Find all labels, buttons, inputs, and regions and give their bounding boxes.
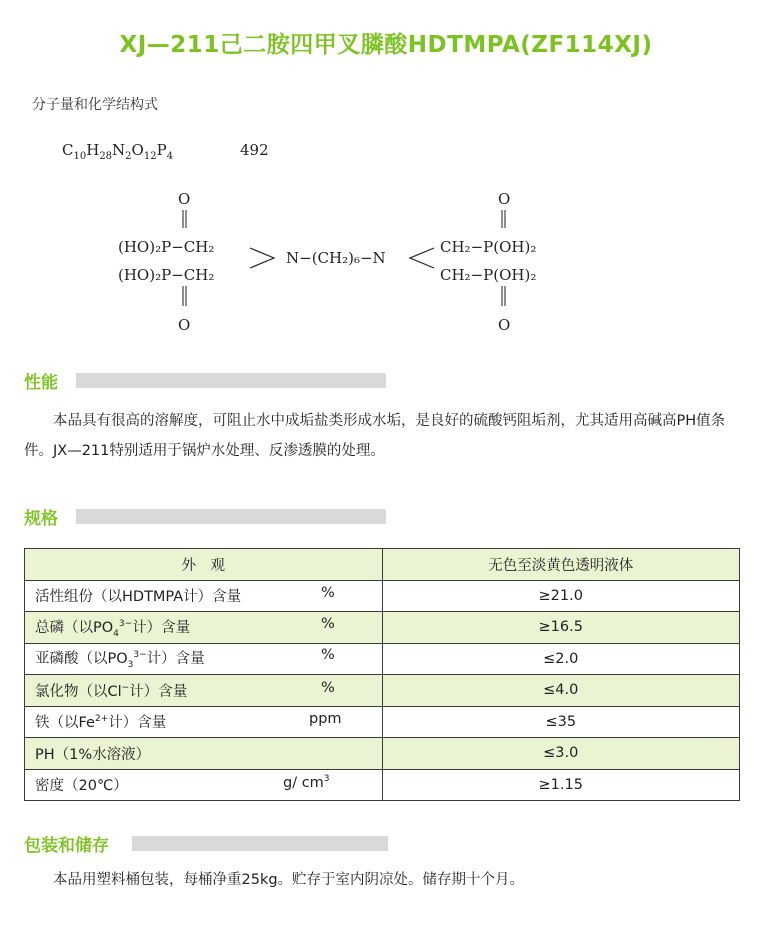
spec-value: ≥16.5 [382,612,739,644]
right-bottom-group: CH₂−P(OH)₂ [440,266,537,284]
spec-value: ≥1.15 [382,769,739,801]
section-divider [76,509,386,524]
performance-text: 本品具有很高的溶解度，可阻止水中成垢盐类形成水垢，是良好的硫酸钙阻垢剂，尤其适用高碱高PH值条件。JX—211特别适用于锅炉水处理、反渗透膜的处理。 [24,413,726,459]
spec-item: 活性组份（以HDTMPA计）含量 % [25,580,383,612]
spec-item: 氯化物（以Cl−计）含量 % [25,675,383,707]
section-heading-packaging: 包装和储存 [24,836,109,856]
page-title: XJ—211己二胺四甲叉膦酸HDTMPA(ZF114XJ) [119,32,653,58]
spec-unit: % [321,679,335,696]
section-divider [76,373,386,388]
right-bracket [410,248,434,268]
spec-item: 亚磷酸（以$PO_3^{3-}$计）含量 % [25,643,383,675]
spec-value: ≤4.0 [382,675,739,707]
header-item: 外 观 [25,549,383,581]
molecular-weight: 492 [240,141,269,159]
left-bracket [250,248,274,268]
table-row [25,549,740,581]
spec-unit: g/ $cm^3$ [283,774,330,792]
spec-item: PH（1%水溶液） [25,738,383,770]
spec-unit: % [321,615,335,632]
table-row [25,675,740,707]
left-bottom-group: (HO)₂P−CH₂ [118,266,215,284]
oxygen-top-right: O [498,190,511,208]
spec-unit: ppm [309,711,342,728]
spec-value: ≤3.0 [382,738,739,770]
left-top-group: (HO)₂P−CH₂ [118,238,215,256]
oxygen-bottom-right: O [498,316,511,334]
header-value: 无色至淡黄色透明液体 [382,549,739,581]
spec-value: ≥21.0 [382,580,739,612]
spec-value: ≤35 [382,706,739,738]
table-row [25,612,740,644]
table-row [25,769,740,801]
spec-unit: % [321,647,335,664]
oxygen-top-left: O [178,190,191,208]
section-divider [132,836,388,851]
structure-label: 分子量和化学结构式 [32,97,158,113]
spec-value: ≤2.0 [382,643,739,675]
table-row [25,706,740,738]
spec-table [24,548,740,801]
oxygen-bottom-left: O [178,316,191,334]
spec-item: 密度（20℃） g/ $cm^3$ [25,769,383,801]
molecular-formula: $C_{10}H_{28}N_2O_{12}P_4$ [62,141,174,162]
section-heading-spec: 规格 [24,509,58,529]
packaging-text: 本品用塑料桶包装，每桶净重25kg。贮存于室内阴凉处。储存期十个月。 [53,872,525,888]
structural-formula [110,188,590,338]
spec-item: 铁（以$Fe^{2+}$计）含量 ppm [25,706,383,738]
table-row [25,738,740,770]
table-row [25,643,740,675]
spec-item: 总磷（以$PO_4^{3-}$计）含量 % [25,612,383,644]
right-top-group: CH₂−P(OH)₂ [440,238,537,256]
section-heading-performance: 性能 [24,373,58,393]
spec-unit: % [321,585,335,602]
table-row [25,580,740,612]
hexamethylene-chain: N−(CH₂)₆−N [286,249,386,267]
